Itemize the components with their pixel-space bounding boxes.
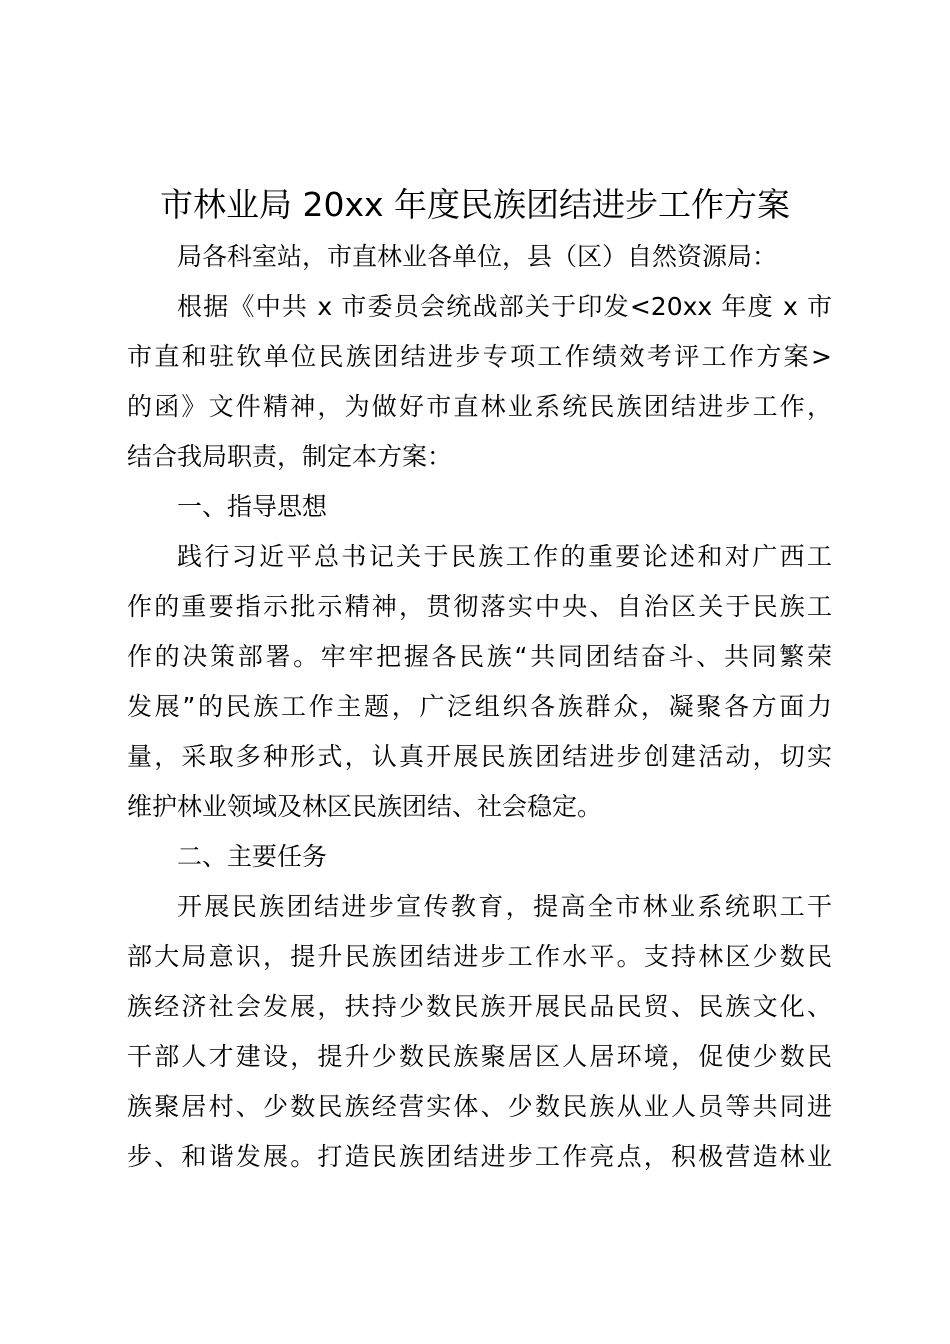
section2-line: 族经济社会发展，扶持少数民族开展民品民贸、民族文化、 bbox=[127, 992, 832, 1021]
section2-line: 开展民族团结进步宣传教育，提高全市林业系统职工干 bbox=[177, 892, 832, 921]
section1-line: 作的重要指示批示精神，贯彻落实中央、自治区关于民族工 bbox=[127, 592, 832, 621]
intro-line: 根据《中共 x 市委员会统战部关于印发<20xx 年度 x 市 bbox=[177, 292, 832, 321]
section2-line: 部大局意识，提升民族团结进步工作水平。支持林区少数民 bbox=[127, 942, 832, 971]
intro-paragraph bbox=[127, 282, 832, 482]
section1-line: 践行习近平总书记关于民族工作的重要论述和对广西工 bbox=[177, 542, 832, 571]
section2-line: 族聚居村、少数民族经营实体、少数民族从业人员等共同进 bbox=[127, 1092, 832, 1121]
section1-line: 作的决策部署。牢牢把握各民族“共同团结奋斗、共同繁荣 bbox=[127, 642, 832, 671]
section1-paragraph bbox=[127, 532, 832, 832]
section-heading-guiding-ideology: 一、指导思想 bbox=[177, 492, 328, 521]
intro-line: 市直和驻钦单位民族团结进步专项工作绩效考评工作方案> bbox=[127, 342, 832, 371]
document-title: 市林业局 20xx 年度民族团结进步工作方案 bbox=[159, 185, 791, 224]
section1-line: 量，采取多种形式，认真开展民族团结进步创建活动，切实 bbox=[127, 742, 832, 771]
section1-line: 维护林业领域及林区民族团结、社会稳定。 bbox=[127, 792, 603, 821]
section-heading-main-tasks: 二、主要任务 bbox=[177, 842, 328, 871]
section2-line: 干部人才建设，提升少数民族聚居区人居环境，促使少数民 bbox=[127, 1042, 832, 1071]
document-body bbox=[127, 232, 832, 1182]
section2-paragraph bbox=[127, 882, 832, 1182]
intro-line: 结合我局职责，制定本方案： bbox=[127, 442, 453, 471]
section1-line: 发展”的民族工作主题，广泛组织各族群众，凝聚各方面力 bbox=[127, 692, 832, 721]
intro-line: 的函》文件精神，为做好市直林业系统民族团结进步工作， bbox=[127, 392, 832, 421]
section2-line: 步、和谐发展。打造民族团结进步工作亮点，积极营造林业 bbox=[127, 1142, 832, 1171]
salutation: 局各科室站，市直林业各单位，县（区）自然资源局： bbox=[177, 242, 778, 271]
